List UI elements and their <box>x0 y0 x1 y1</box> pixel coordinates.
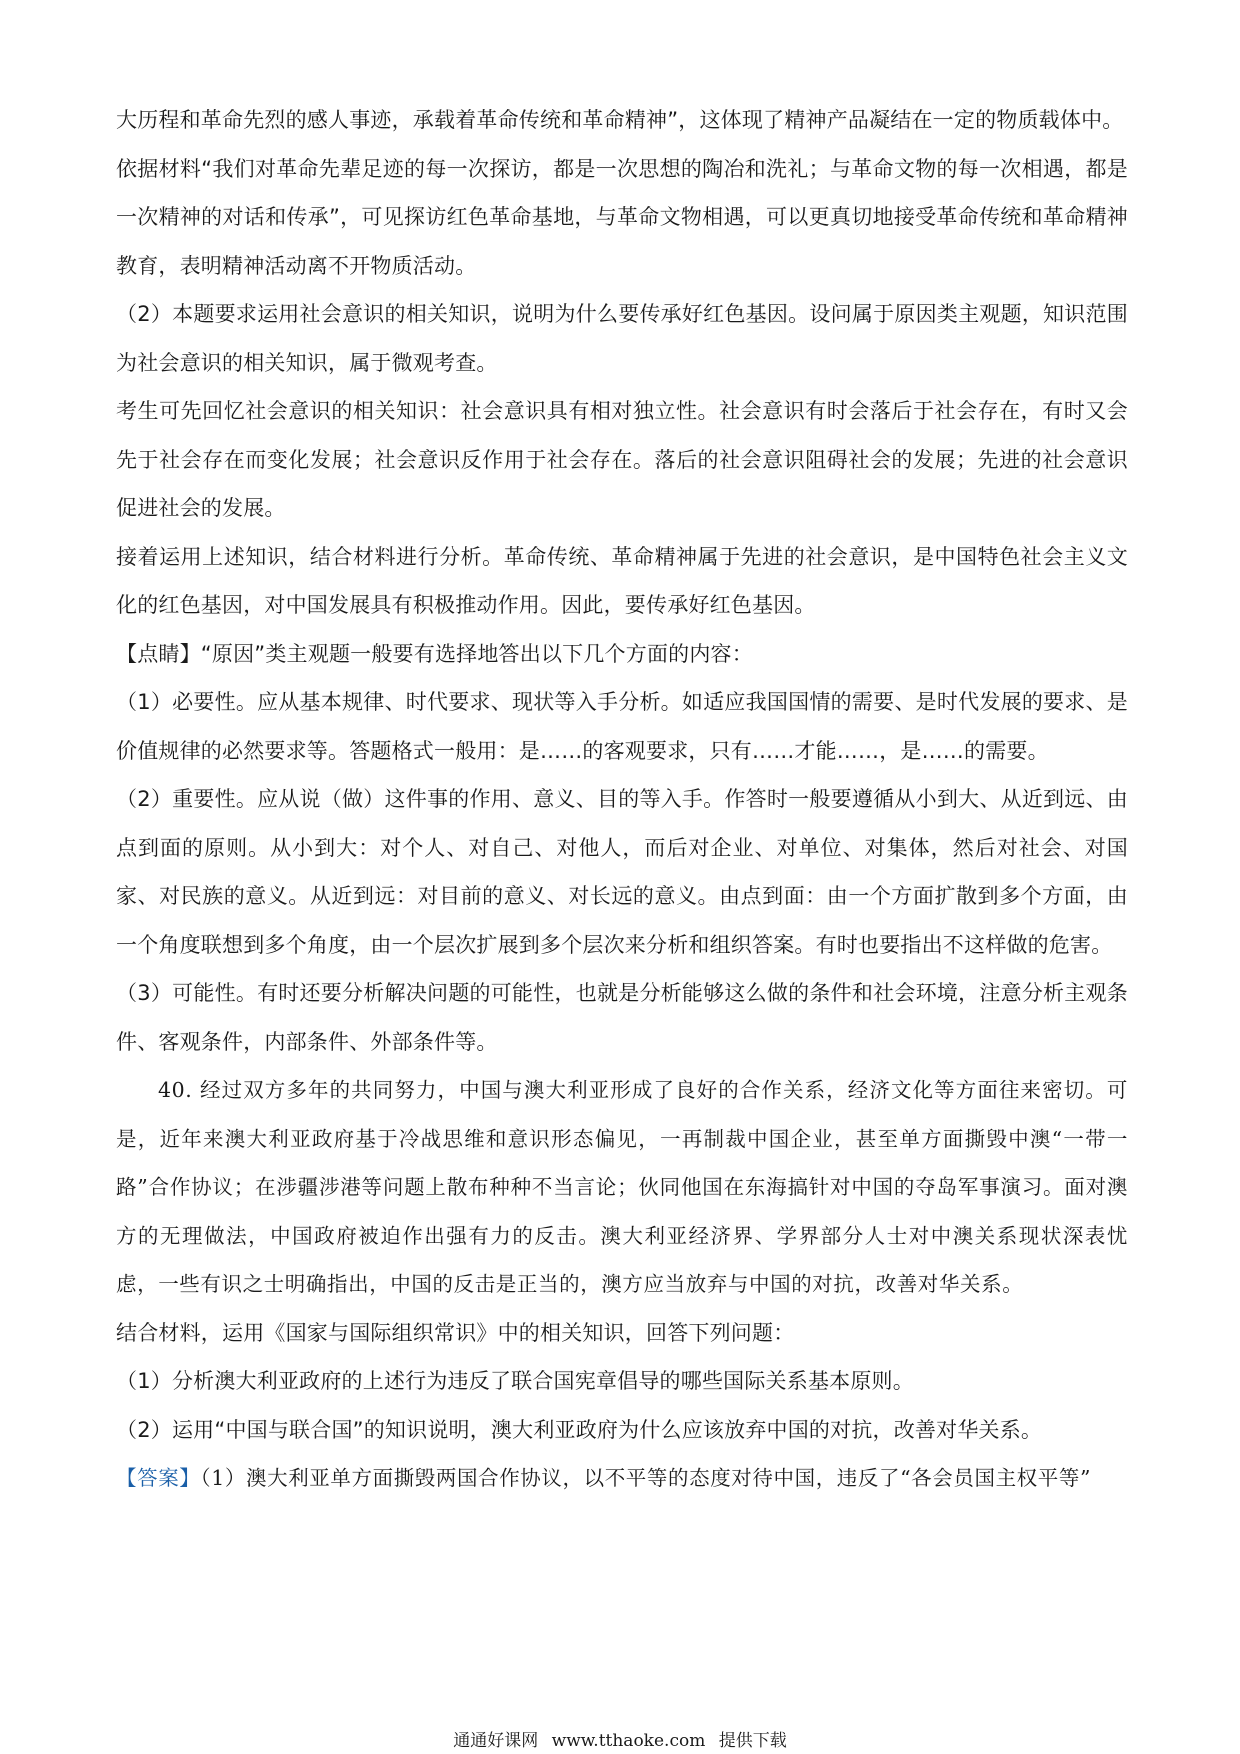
footer-note: 提供下载 <box>718 1731 787 1751</box>
paragraph-possibility: （3）可能性。有时还要分析解决问题的可能性，也就是分析能够这么做的条件和社会环境，注意分析主观条件、客观条件，内部条件、外部条件等。 <box>116 981 1128 1054</box>
page-footer <box>0 1726 1240 1751</box>
paragraph-material-carrier: 大历程和革命先烈的感人事迹，承载着革命传统和革命精神”，这体现了精神产品凝结在一定的物质载体中。 <box>116 108 1124 132</box>
paragraph-importance: （2）重要性。应从说（做）这件事的作用、意义、目的等入手。作答时一般要遵循从小到大、从近到远、由点到面的原则。从小到大：对个人、对自己、对他人，而后对企业、对单位、对集体，然后对社会、对国家、对民族的意义。从近到远：对目前的意义、对长远的意义。由点到面：由一个方面扩散到多个方面，由一个角度联想到多个角度，由一个层次扩展到多个层次来分析和组织答案。有时也要指出不这样做的危害。 <box>116 787 1128 957</box>
paragraph-social-consciousness: 考生可先回忆社会意识的相关知识：社会意识具有相对独立性。社会意识有时会落后于社会存在，有时又会先于社会存在而变化发展；社会意识反作用于社会存在。落后的社会意识阻碍社会的发展；先进的社会意识促进社会的发展。 <box>116 399 1128 520</box>
paragraph-necessity: （1）必要性。应从基本规律、时代要求、现状等入手分析。如适应我国国情的需要、是时代发展的要求、是价值规律的必然要求等。答题格式一般用：是……的客观要求，只有……才能……，是……的需要。 <box>116 690 1128 763</box>
question-40-sub-2: （2）运用“中国与联合国”的知识说明，澳大利亚政府为什么应该放弃中国的对抗，改善对华关系。 <box>116 1417 1043 1442</box>
paragraph-tip-heading: 【点睛】“原因”类主观题一般要有选择地答出以下几个方面的内容： <box>116 641 753 666</box>
answer-paragraph <box>116 1454 1128 1503</box>
answer-tag: 【答案】 <box>116 1466 201 1490</box>
document-body <box>116 96 1128 1503</box>
paragraph-question-2-intro: （2）本题要求运用社会意识的相关知识，说明为什么要传承好红色基因。设问属于原因类主观题，知识范围为社会意识的相关知识，属于微观考查。 <box>116 302 1128 375</box>
question-40-instruction: 结合材料，运用《国家与国际组织常识》中的相关知识，回答下列问题： <box>116 1320 795 1345</box>
footer-site-name: 通通好课网 <box>453 1731 539 1751</box>
answer-text: （1）澳大利亚单方面撕毁两国合作协议，以不平等的态度对待中国，违反了“各会员国主权平等” <box>200 1466 1092 1490</box>
footer-url[interactable]: www.tthaoke.com <box>551 1731 706 1751</box>
question-40-stem: 40. 经过双方多年的共同努力，中国与澳大利亚形成了良好的合作关系，经济文化等方面往来密切。可是，近年来澳大利亚政府基于冷战思维和意识形态偏见，一再制裁中国企业，甚至单方面撕毁中澳“一带一路”合作协议；在涉疆涉港等问题上散布种种不当言论；伙同他国在东海搞针对中国的夺岛军事演习。面对澳方的无理做法，中国政府被迫作出强有力的反击。澳大利亚经济界、学界部分人士对中澳关系现状深表忧虑，一些有识之士明确指出，中国的反击是正当的，澳方应当放弃与中国的对抗，改善对华关系。 <box>116 1078 1128 1296</box>
paragraph-material-analysis: 依据材料“我们对革命先辈足迹的每一次探访，都是一次思想的陶冶和洗礼；与革命文物的每一次相遇，都是一次精神的对话和传承”，可见探访红色革命基地，与革命文物相遇，可以更真切地接受革命传统和革命精神教育，表明精神活动离不开物质活动。 <box>116 156 1128 278</box>
question-40-sub-1: （1）分析澳大利亚政府的上述行为违反了联合国宪章倡导的哪些国际关系基本原则。 <box>116 1369 914 1393</box>
paragraph-analysis-conclusion: 接着运用上述知识，结合材料进行分析。革命传统、革命精神属于先进的社会意识，是中国特色社会主义文化的红色基因，对中国发展具有积极推动作用。因此，要传承好红色基因。 <box>116 544 1128 617</box>
